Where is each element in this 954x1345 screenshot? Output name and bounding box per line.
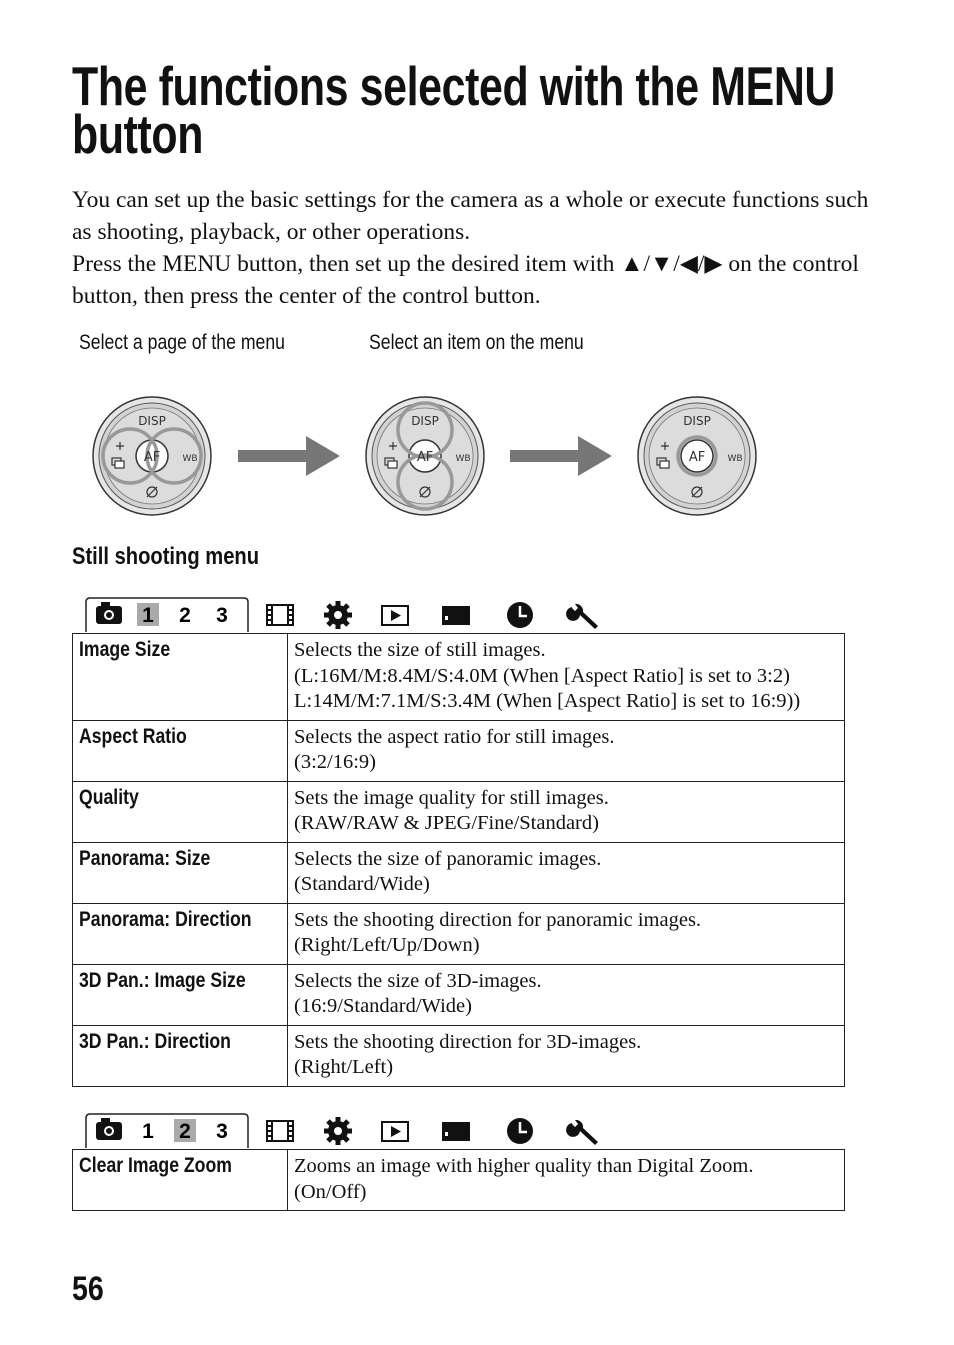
menu-item-name-cell: [73, 903, 288, 964]
dial-label-center: AF: [143, 450, 161, 465]
description-line: Selects the size of 3D-images.: [294, 969, 542, 992]
menu-row: [73, 842, 845, 903]
arrow-right-icon: [510, 436, 612, 476]
menu-row: [73, 903, 845, 964]
gear-icon[interactable]: [324, 601, 352, 629]
menu-item-name: Panorama: Direction: [79, 907, 252, 931]
movie-icon[interactable]: [267, 605, 293, 625]
description-line: (L:16M/M:8.4M/S:4.0M (When [Aspect Ratio] is set to 3:2): [294, 664, 790, 687]
description-line: Sets the shooting direction for 3D-images.: [294, 1030, 642, 1053]
menu-item-name: Clear Image Zoom: [79, 1154, 232, 1177]
dial-center: [638, 397, 756, 515]
menu-item-description: [288, 964, 845, 1025]
menu-row: [73, 781, 845, 842]
description-line: Sets the image quality for still images.: [294, 786, 609, 809]
menu-table-page-2: [72, 1149, 845, 1211]
menu-item-name: Quality: [79, 785, 139, 809]
caption-select-page: Select a page of the menu: [79, 331, 285, 354]
menu-item-name: Aspect Ratio: [79, 724, 187, 748]
menu-item-name: 3D Pan.: Direction: [79, 1029, 231, 1053]
description-line: (3:2/16:9): [294, 751, 376, 773]
description-line: Selects the size of still images.: [294, 639, 546, 661]
memory-card-icon[interactable]: [442, 606, 470, 625]
menu-item-description: [288, 1150, 845, 1211]
menu-item-description: [288, 1025, 845, 1086]
menu-item-description: [288, 634, 845, 721]
dial-label-center: AF: [416, 450, 434, 465]
dial-label-top: DISP: [683, 414, 711, 428]
menu-item-description: [288, 781, 845, 842]
page-tab-2[interactable]: 2: [179, 604, 191, 627]
menu-item-name-cell: [73, 1150, 288, 1211]
menu-row: [73, 1150, 845, 1211]
clock-icon[interactable]: [507, 602, 533, 628]
description-line: (Right/Left/Up/Down): [294, 934, 480, 956]
dial-left-right: [93, 397, 211, 515]
description-line: (16:9/Standard/Wide): [294, 995, 472, 1017]
gear-icon[interactable]: [324, 1117, 352, 1145]
description-line: (Right/Left): [294, 1056, 394, 1078]
dial-up-down: [366, 397, 484, 515]
intro-paragraph-2: Press the MENU button, then set up the desired item with ▲/▼/◀/▶ on the control button, then press the center of the control button.: [72, 251, 859, 309]
caption-select-item: Select an item on the menu: [369, 331, 584, 354]
menu-row: [73, 634, 845, 721]
memory-card-icon[interactable]: [442, 1122, 470, 1141]
menu-item-description: [288, 720, 845, 781]
clock-icon[interactable]: [507, 1118, 533, 1144]
menu-tab-bar: [84, 596, 604, 634]
page-tab-2[interactable]: 2: [179, 1120, 191, 1143]
menu-item-name: Panorama: Size: [79, 846, 211, 870]
movie-icon[interactable]: [267, 1121, 293, 1141]
wrench-icon[interactable]: [566, 604, 598, 629]
description-line: Sets the shooting direction for panoramic images.: [294, 908, 702, 931]
arrow-right-icon: [238, 436, 340, 476]
page-tab-1[interactable]: 1: [142, 1120, 154, 1143]
description-line: (On/Off): [294, 1180, 367, 1203]
menu-item-name-cell: [73, 781, 288, 842]
section-heading: Still shooting menu: [72, 543, 260, 570]
menu-item-name-cell: [73, 634, 288, 721]
intro-text: [72, 184, 872, 312]
menu-item-name-cell: [73, 842, 288, 903]
page-title: The functions selected with the MENU button: [72, 55, 836, 165]
page-tab-1[interactable]: 1: [142, 604, 154, 627]
menu-tab-bar: [84, 1112, 604, 1150]
wrench-icon[interactable]: [566, 1120, 598, 1145]
menu-row: [73, 1025, 845, 1086]
description-line: Selects the aspect ratio for still images.: [294, 725, 615, 748]
description-line: Selects the size of panoramic images.: [294, 847, 602, 870]
camera-icon: [96, 602, 122, 624]
menu-row: [73, 964, 845, 1025]
menu-item-name-cell: [73, 720, 288, 781]
description-line: (RAW/RAW & JPEG/Fine/Standard): [294, 812, 599, 834]
description-line: L:14M/M:7.1M/S:3.4M (When [Aspect Ratio] is set to 16:9)): [294, 690, 801, 712]
menu-row: [73, 720, 845, 781]
menu-item-description: [288, 903, 845, 964]
description-line: (Standard/Wide): [294, 873, 430, 895]
intro-paragraph-1: You can set up the basic settings for the camera as a whole or execute functions such as shooting, playback, or other operations.: [72, 187, 869, 245]
camera-icon: [96, 1118, 122, 1140]
dial-label-right: WB: [455, 454, 471, 464]
page-tab-3[interactable]: 3: [216, 604, 228, 627]
dial-label-right: WB: [727, 454, 743, 464]
dial-label-right: WB: [182, 454, 198, 464]
dial-label-center: AF: [688, 450, 706, 465]
menu-table-page-1: [72, 633, 845, 1087]
dial-label-top: DISP: [411, 414, 439, 428]
description-line: Zooms an image with higher quality than Digital Zoom.: [294, 1155, 754, 1177]
menu-item-name-cell: [73, 964, 288, 1025]
menu-item-name: 3D Pan.: Image Size: [79, 968, 246, 992]
menu-item-description: [288, 842, 845, 903]
menu-item-name: Image Size: [79, 638, 171, 661]
page-tab-3[interactable]: 3: [216, 1120, 228, 1143]
page-number: 56: [72, 1270, 104, 1308]
control-button-diagram: [84, 388, 774, 528]
dial-label-top: DISP: [138, 414, 166, 428]
menu-item-name-cell: [73, 1025, 288, 1086]
playback-icon[interactable]: [382, 1122, 408, 1141]
playback-icon[interactable]: [382, 606, 408, 625]
